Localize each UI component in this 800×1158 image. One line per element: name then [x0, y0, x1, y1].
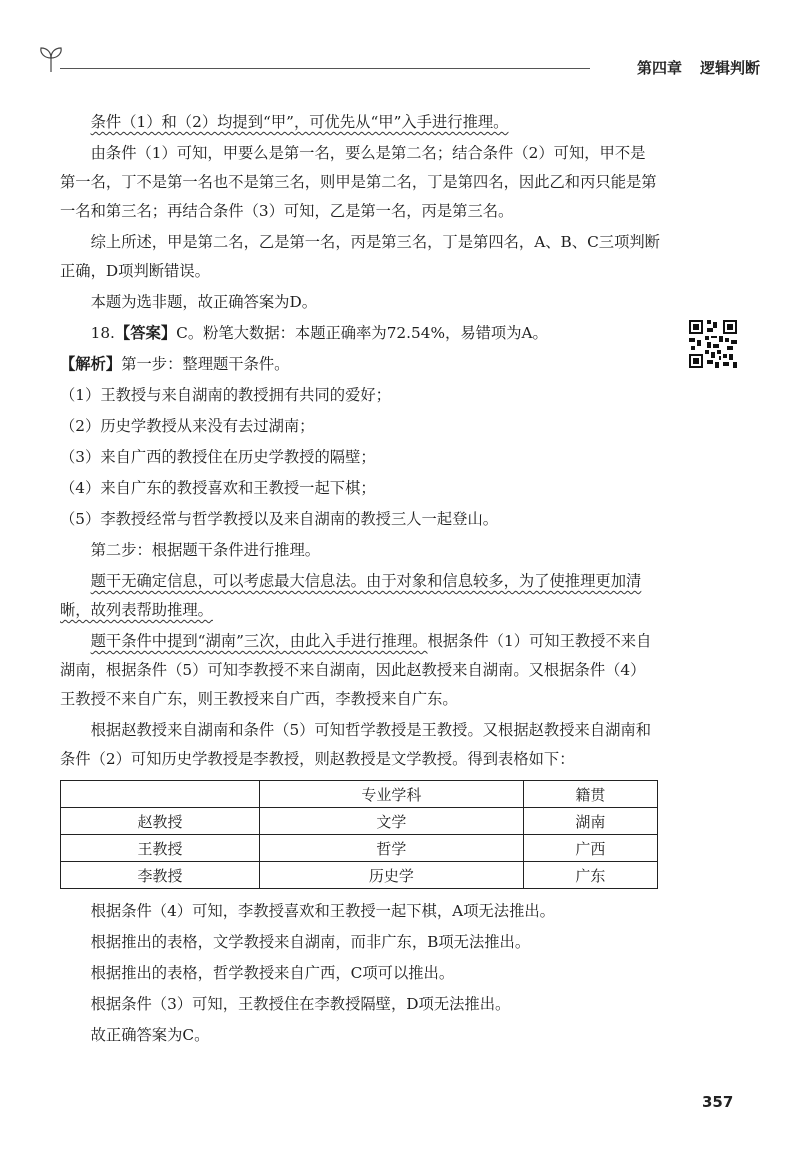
analysis-line	[60, 350, 660, 379]
conclusion-item: 根据条件（3）可知，王教授住在李教授隔壁，D项无法推出。	[90, 995, 511, 1013]
table-header-cell: 专业学科	[260, 781, 524, 808]
conclusion-item: 根据推出的表格，哲学教授来自广西，C项可以推出。	[90, 964, 455, 982]
paragraph	[60, 627, 660, 714]
table-cell: 王教授	[61, 835, 260, 862]
analysis-label: 【解析】	[60, 355, 122, 373]
question-number: 18.	[90, 324, 115, 342]
wavy-underlined-text: 题干无确定信息，可以考虑最大信息法。由于对象和信息较多，为了使推理更加清晰，故列表帮助推理。	[60, 572, 642, 619]
professor-table	[60, 780, 658, 889]
condition-item: （4）来自广东的教授喜欢和王教授一起下棋；	[60, 479, 376, 497]
chapter-name: 逻辑判断	[699, 59, 760, 77]
table-row	[61, 835, 658, 862]
conclusion-item: 根据推出的表格，文学教授来自湖南，而非广东，B项无法推出。	[90, 933, 531, 951]
page-header	[38, 44, 760, 78]
wavy-underlined-text: 题干条件中提到“湖南”三次，由此入手进行推理。	[90, 632, 428, 650]
paragraph	[60, 567, 660, 625]
paragraph: 本题为选非题，故正确答案为D。	[90, 293, 318, 311]
step-two-heading: 第二步：根据题干条件进行推理。	[90, 541, 321, 559]
condition-item: （3）来自广西的教授住在历史学教授的隔壁；	[60, 448, 376, 466]
table-cell: 李教授	[61, 862, 260, 889]
conclusion-item: 根据条件（4）可知，李教授喜欢和王教授一起下棋，A项无法推出。	[90, 902, 555, 920]
chapter-number: 第四章	[636, 59, 682, 77]
paragraph	[60, 108, 660, 137]
table-cell: 文学	[260, 808, 524, 835]
table-cell: 历史学	[260, 862, 524, 889]
chapter-title	[637, 57, 760, 78]
page-body	[60, 108, 660, 1052]
paragraph: 综上所述，甲是第二名，乙是第一名，丙是第三名，丁是第四名，A、B、C三项判断正确，D项判断错误。	[60, 233, 660, 280]
paragraph: 根据赵教授来自湖南和条件（5）可知哲学教授是王教授。又根据赵教授来自湖南和条件（2）可知历史学教授是李教授，则赵教授是文学教授。得到表格如下：	[60, 721, 652, 768]
table-cell: 广东	[523, 862, 657, 889]
analysis-text: 第一步：整理题干条件。	[121, 355, 290, 373]
header-rule	[60, 68, 590, 69]
wavy-underlined-text: 条件（1）和（2）均提到“甲”，可优先从“甲”入手进行推理。	[90, 113, 509, 131]
table-header-cell: 籍贯	[523, 781, 657, 808]
page-number: 357	[702, 1093, 734, 1111]
table-row	[61, 862, 658, 889]
table-cell: 湖南	[523, 808, 657, 835]
condition-item: （1）王教授与来自湖南的教授拥有共同的爱好；	[60, 386, 391, 404]
table-cell: 哲学	[260, 835, 524, 862]
table-cell: 赵教授	[61, 808, 260, 835]
table-header-row	[61, 781, 658, 808]
condition-item: （2）历史学教授从来没有去过湖南；	[60, 417, 315, 435]
qr-code-icon	[687, 318, 739, 370]
answer-label: 【答案】	[114, 324, 177, 342]
answer-text: C。粉笔大数据：本题正确率为72.54%，易错项为A。	[176, 324, 548, 342]
leaf-ornament-icon	[38, 44, 64, 74]
table-cell: 广西	[523, 835, 657, 862]
table-row	[61, 808, 658, 835]
condition-item: （5）李教授经常与哲学教授以及来自湖南的教授三人一起登山。	[60, 510, 499, 528]
table-header-cell	[61, 781, 260, 808]
paragraph-text: 根据条件（1）可知王教授不来自湖南，根据条件（5）可知李教授不来自湖南，因此赵教授来自湖南。又根据条件（4）王教授不来自广东，则王教授来自广西，李教授来自广东。	[60, 632, 652, 708]
answer-line	[60, 319, 660, 348]
conclusion-item: 故正确答案为C。	[90, 1026, 210, 1044]
paragraph: 由条件（1）可知，甲要么是第一名，要么是第二名；结合条件（2）可知，甲不是第一名，丁不是第一名也不是第三名，则甲是第二名，丁是第四名，因此乙和丙只能是第一名和第三名；再结合条件（3）可知，乙是第一名，丙是第三名。	[60, 144, 657, 220]
